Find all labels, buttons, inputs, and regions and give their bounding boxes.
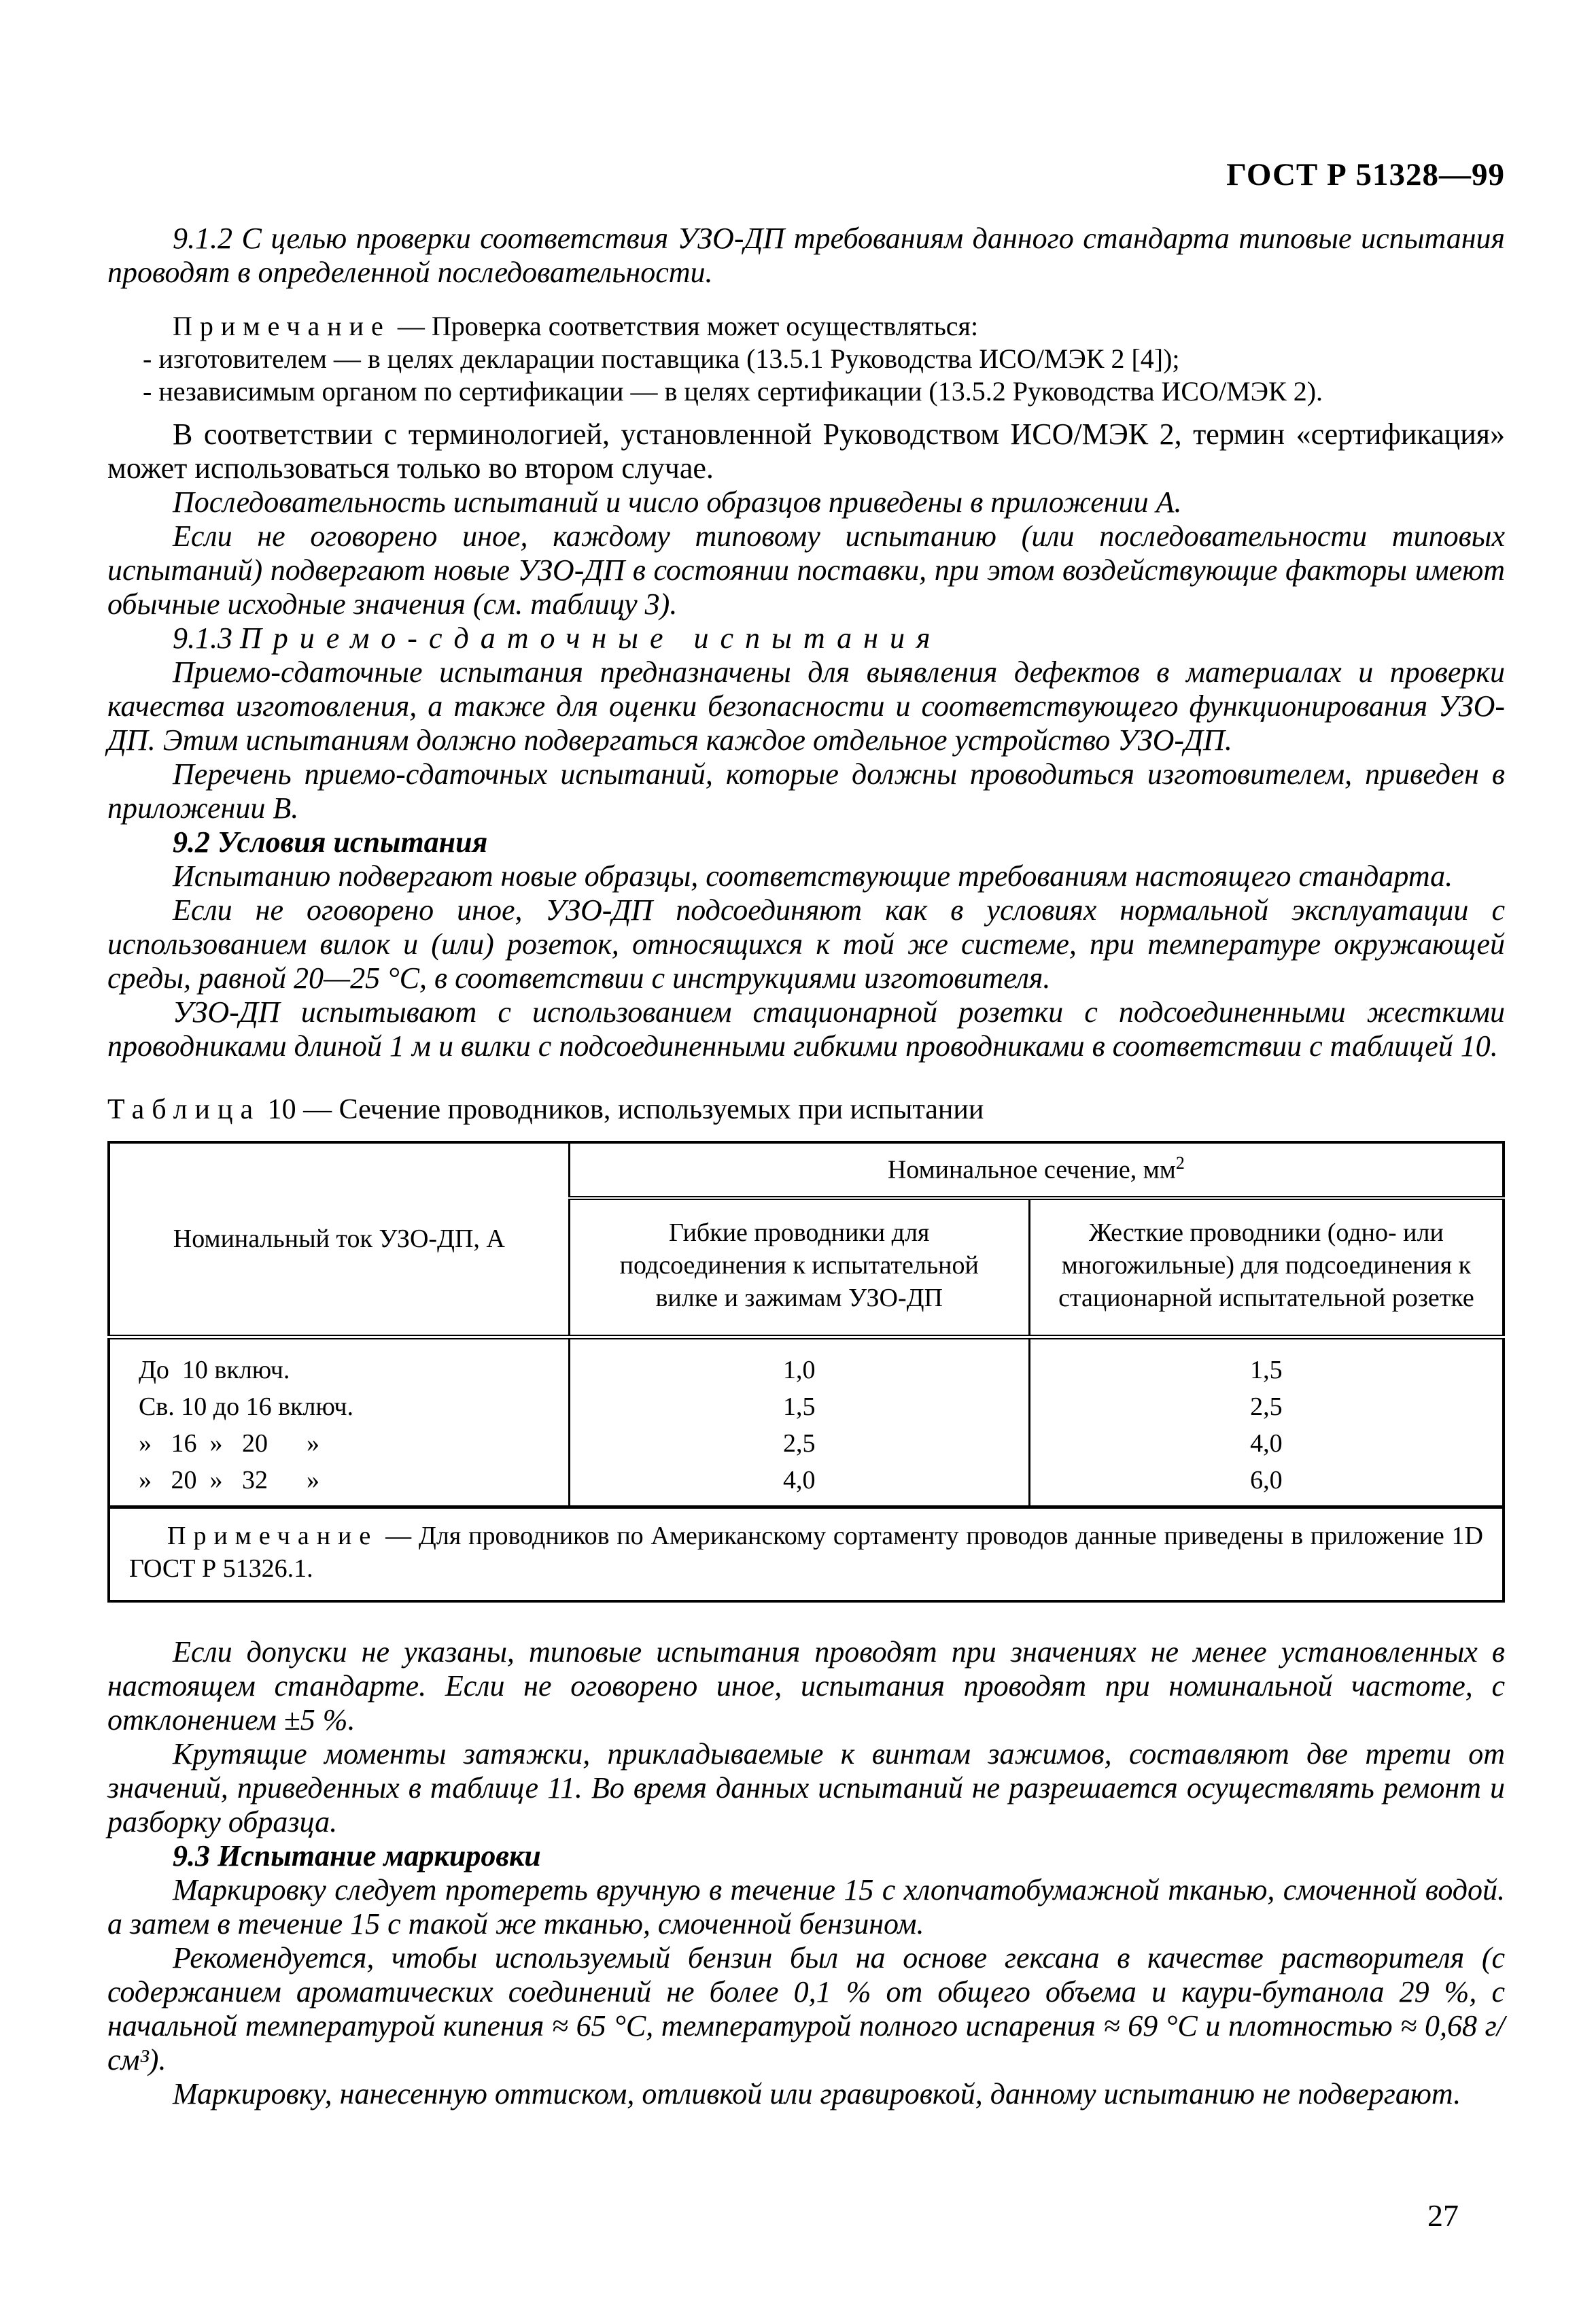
table-row <box>109 1462 1504 1507</box>
cell-current-range: До 10 включ. <box>109 1337 569 1388</box>
note-heading <box>107 310 1505 343</box>
para-9-1-2: 9.1.2 С целью проверки соответствия УЗО-ДП требованиям данного стандарта типовые испытания проводят в определенной последовательности. <box>107 222 1505 289</box>
col-header-nominal-section <box>569 1142 1504 1198</box>
cell-rigid-value: 2,5 <box>1250 1392 1283 1421</box>
col-header-rigid-conductors: Жесткие проводники (одно- или многожильные) для подсоединения к стационарной испытательной розетке <box>1029 1198 1504 1337</box>
page-number: 27 <box>1427 2198 1459 2233</box>
table-note-label: Примечание <box>167 1521 379 1550</box>
para-terminology: В соответствии с терминологией, установленной Руководством ИСО/МЭК 2, термин «сертификация» может использоваться только во втором случае. <box>107 417 1505 485</box>
note-block <box>107 310 1505 408</box>
table-row <box>109 1337 1504 1388</box>
para-acceptance-tests-2: Перечень приемо-сдаточных испытаний, которые должны проводиться изготовителем, приведен в приложении В. <box>107 757 1505 825</box>
heading-9-2: 9.2 Условия испытания <box>173 825 488 859</box>
para-torque: Крутящие моменты затяжки, прикладываемые к винтам зажимов, составляют две трети от значений, приведенных в таблице 11. Во время данных испытаний не разрешается осуществлять ремонт и разборку образца. <box>107 1737 1505 1838</box>
heading-number: 9.1.3 <box>173 621 232 655</box>
para-benzine-spec: Рекомендуется, чтобы используемый бензин был на основе гексана в качестве растворителя (с содержанием ароматических соединений не более 0,1 % от общего объема и каури-бутанола 29 %, с начальной температурой кипения ≈ 65 °С, температурой полного испарения ≈ 69 °С и плотностью ≈ 0,68 г/см³). <box>107 1940 1505 2076</box>
table-header-row-span <box>109 1142 1504 1198</box>
cell-flexible-value: 1,5 <box>569 1388 1029 1425</box>
heading-9-3: 9.3 Испытание маркировки <box>173 1838 541 1872</box>
page-content <box>107 156 1505 2111</box>
para-tolerances: Если допуски не указаны, типовые испытания проводят при значениях не менее установленных в настоящем стандарте. Если не оговорено иное, испытания проводят при номинальной частоте, с отклонением ±5 %. <box>107 1635 1505 1737</box>
cell-rigid-value: 6,0 <box>1029 1462 1504 1507</box>
cell-rigid-value: 4,0 <box>1250 1429 1283 1458</box>
para-marking-exempt: Маркировку, нанесенную оттиском, отливкой или гравировкой, данному испытанию не подвергают. <box>173 2076 1461 2110</box>
table-note <box>109 1507 1504 1601</box>
cell-current-range: Св. 10 до 16 включ. <box>109 1388 569 1425</box>
para-conditions-2: Если не оговорено иное, УЗО-ДП подсоединяют как в условиях нормальной эксплуатации с использованием вилок и (или) розеток, относящихся к той же системе, при температуре окружающей среды, равной 20—25 °С, в соответствии с инструкциями изготовителя. <box>107 893 1505 995</box>
table-row <box>109 1388 1504 1425</box>
heading-title: Приемо-сдаточные испытания <box>240 621 942 655</box>
cell-rigid-value: 1,5 <box>1250 1355 1283 1384</box>
para-marking-rub: Маркировку следует протереть вручную в течение 15 с хлопчатобумажной тканью, смоченной водой. а затем в течение 15 с такой же тканью, смоченной бензином. <box>107 1872 1505 1940</box>
para-acceptance-tests-1: Приемо-сдаточные испытания предназначены для выявления дефектов в материалах и проверки качества изготовления, а также для оценки безопасности и соответствующего функционирования УЗО-ДП. Этим испытаниям должно подвергаться каждое отдельное устройство УЗО-ДП. <box>107 655 1505 757</box>
note-label: Примечание <box>173 311 391 341</box>
cell-current-range: » 20 » 32 » <box>109 1462 569 1507</box>
para-sequence: Последовательность испытаний и число образцов приведены в приложении А. <box>173 485 1182 519</box>
cell-flexible-value: 2,5 <box>569 1425 1029 1462</box>
para-new-devices: Если не оговорено иное, каждому типовому испытанию (или последовательности типовых испытаний) подвергают новые УЗО-ДП в состоянии поставки, при этом воздействующие факторы имеют обычные исходные значения (см. таблицу 3). <box>107 519 1505 621</box>
table-note-text: — Для проводников по Американскому сортаменту проводов данные приведены в приложение 1D ГОСТ Р 51326.1. <box>129 1521 1483 1583</box>
para-conditions-1: Испытанию подвергают новые образцы, соответствующие требованиям настоящего стандарта. <box>173 859 1453 893</box>
table-note-row <box>109 1507 1504 1601</box>
cell-current-range: » 16 » 20 » <box>109 1425 569 1462</box>
table-caption-text: — Сечение проводников, используемых при испытании <box>303 1094 984 1125</box>
cell-flexible-value: 4,0 <box>569 1462 1029 1507</box>
note-intro: — Проверка соответствия может осуществляться: <box>397 311 979 341</box>
col-header-rated-current: Номинальный ток УЗО-ДП, А <box>109 1142 569 1337</box>
table-row <box>109 1425 1504 1462</box>
para-conditions-3: УЗО-ДП испытывают с использованием стационарной розетки с подсоединенными жесткими проводниками длиной 1 м и вилки с подсоединенными гибкими проводниками в соответствии с таблицей 10. <box>107 995 1505 1063</box>
doc-code-header: ГОСТ Р 51328—99 <box>1226 157 1505 192</box>
note-item-manufacturer: - изготовителем — в целях декларации поставщика (13.5.1 Руководства ИСО/МЭК 2 [4]); <box>143 343 1180 374</box>
conductor-cross-section-table <box>107 1141 1505 1603</box>
col-header-flexible-conductors: Гибкие проводники для подсоединения к испытательной вилке и зажимам УЗО-ДП <box>569 1198 1029 1337</box>
table-caption-label: Таблица <box>107 1094 261 1125</box>
nominal-section-sup: 2 <box>1175 1153 1185 1173</box>
note-item-certification: - независимым органом по сертификации — в целях сертификации (13.5.2 Руководства ИСО/МЭК 2). <box>143 376 1323 407</box>
table-caption-number: 10 <box>267 1094 296 1125</box>
table-caption <box>107 1093 1505 1126</box>
nominal-section-text: Номинальное сечение, мм <box>887 1155 1176 1184</box>
cell-flexible-value: 1,0 <box>569 1337 1029 1388</box>
heading-9-1-3 <box>107 621 1505 655</box>
